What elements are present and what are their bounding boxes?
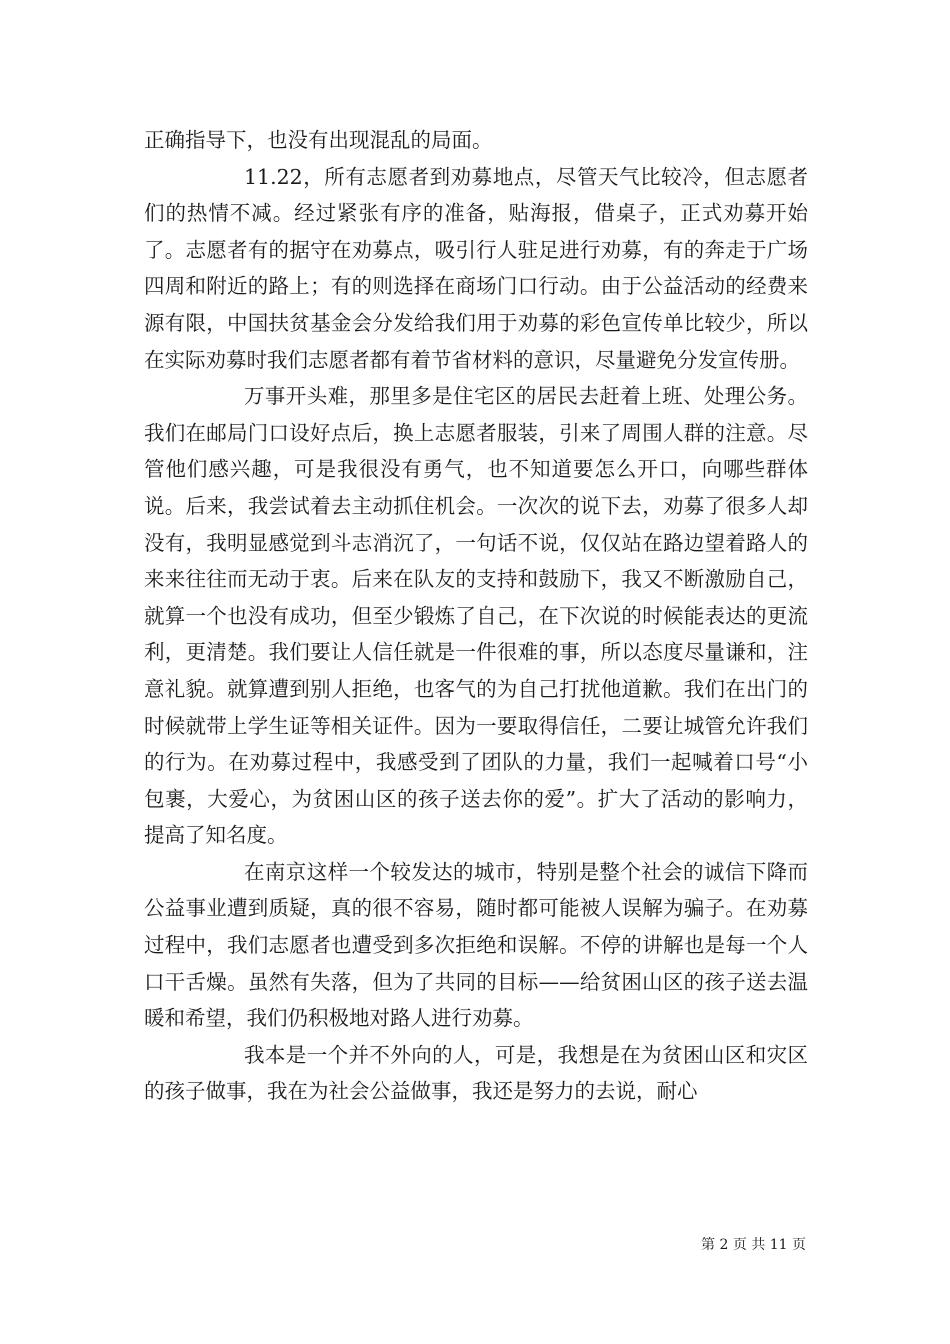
paragraph-introvert: 我本是一个并不外向的人，可是，我想是在为贫困山区和灾区的孩子做事，我在为社会公益做事，我还是努力的去说，耐心 <box>144 1042 808 1104</box>
paragraph-difficult-start: 万事开头难，那里多是住宅区的居民去赶着上班、处理公务。我们在邮局门口设好点后，换上志愿者服装，引来了周围人群的注意。尽管他们感兴趣，可是我很没有勇气，也不知道要怎么开口，向哪些群体说。后来，我尝试着去主动抓住机会。一次次的说下去，劝募了很多人却没有，我明显感觉到斗志消沉了，一句话不说，仅仅站在路边望着路人的来来往往而无动于衷。后来在队友的支持和鼓励下，我又不断激励自己，就算一个也没有成功，但至少锻炼了自己，在下次说的时候能表达的更流利，更清楚。我们要让人信任就是一件很难的事，所以态度尽量谦和，注意礼貌。就算遭到别人拒绝，也客气的为自己打扰他道歉。我们在出门的时候就带上学生证等相关证件。因为一要取得信任，二要让城管允许我们的行为。在劝募过程中，我感受到了团队的力量，我们一起喊着口号“小包裹，大爱心，为贫困山区的孩子送去你的爱”。扩大了活动的影响力，提高了知名度。 <box>144 384 808 848</box>
paragraph-nanjing-trust: 在南京这样一个较发达的城市，特别是整个社会的诚信下降而公益事业遭到质疑，真的很不容易，随时都可能被人误解为骗子。在劝募过程中，我们志愿者也遭受到多次拒绝和误解。不停的讲解也是每一个人口干舌燥。虽然有失落，但为了共同的目标——给贫困山区的孩子送去温暖和希望，我们仍积极地对路人进行劝募。 <box>144 859 808 1031</box>
paragraph-continuation: 正确指导下，也没有出现混乱的局面。 <box>144 128 493 152</box>
paragraph-volunteer-arrival: 11.22，所有志愿者到劝募地点，尽管天气比较冷，但志愿者们的热情不减。经过紧张有序的准备，贴海报，借桌子，正式劝募开始了。志愿者有的据守在劝募点，吸引行人驻足进行劝募，有的奔走于广场四周和附近的路上；有的则选择在商场门口行动。由于公益活动的经费来源有限，中国扶贫基金会分发给我们用于劝募的彩色宣传单比较少，所以在实际劝募时我们志愿者都有着节省材料的意识，尽量避免分发宣传册。 <box>144 164 808 372</box>
document-body <box>144 122 808 1110</box>
page-number-footer: 第 2 页 共 11 页 <box>701 1237 806 1253</box>
